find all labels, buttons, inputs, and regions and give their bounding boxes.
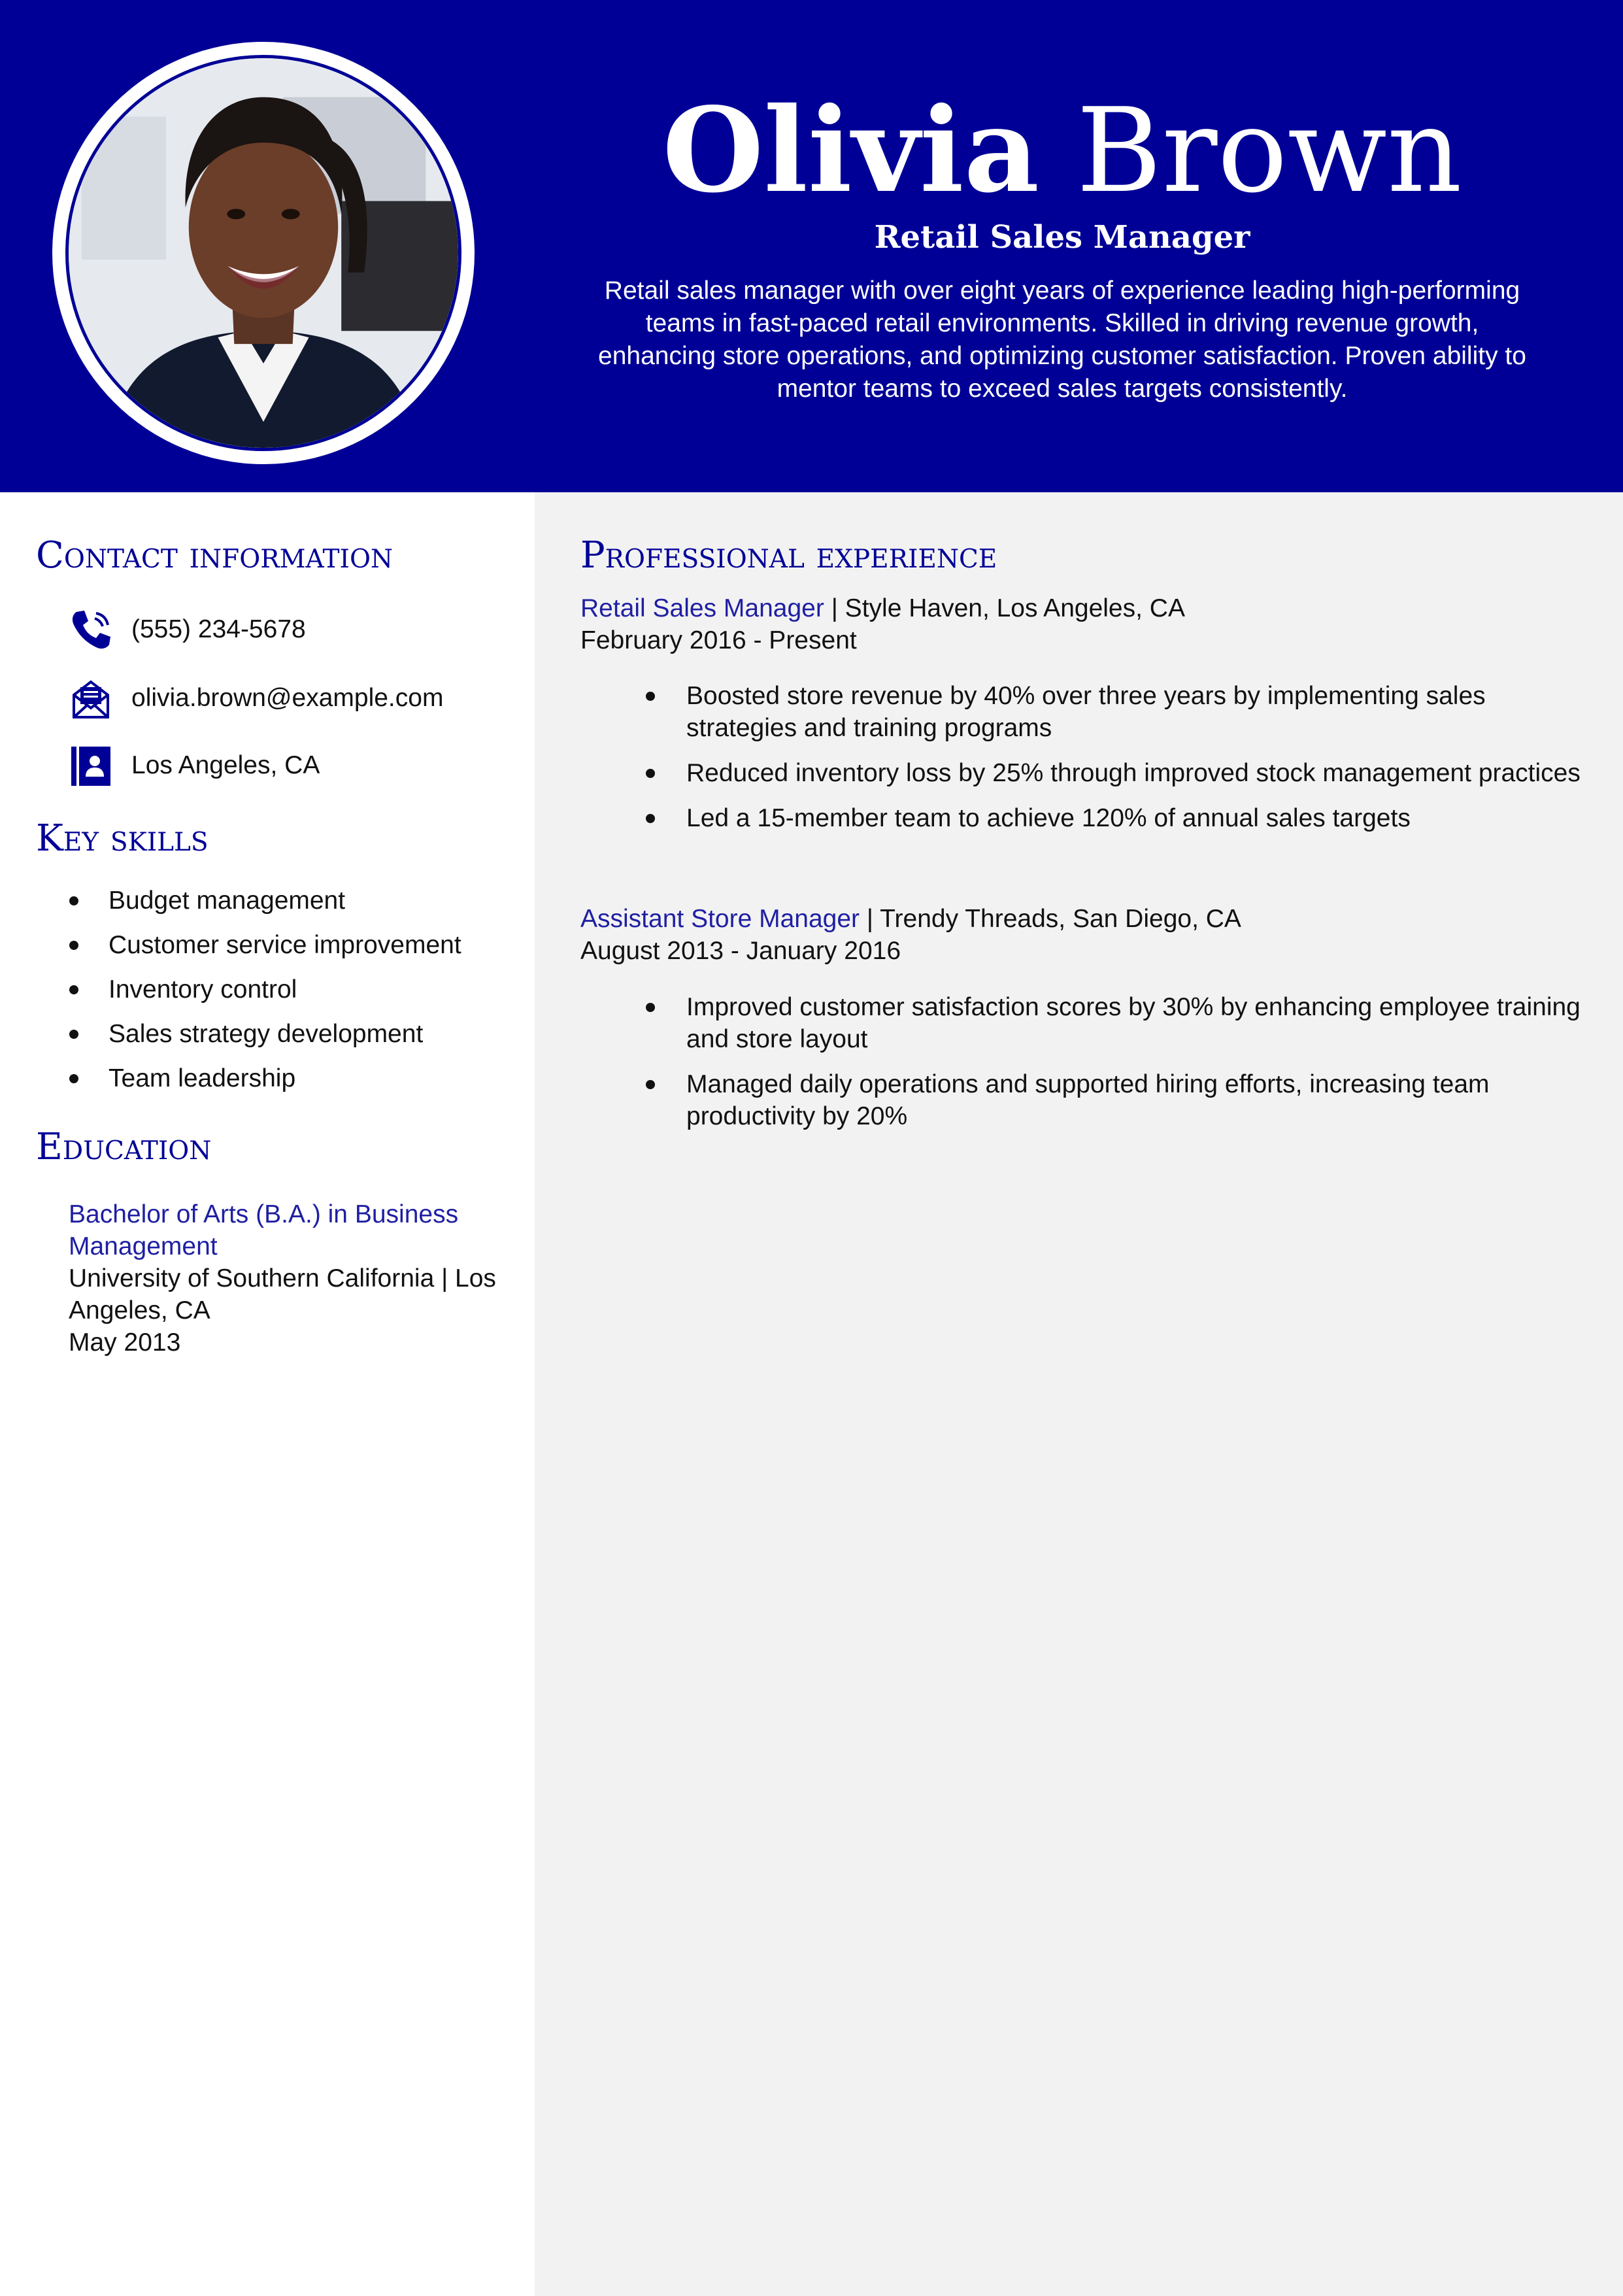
school: University of Southern California | Los Angeles, CA [69, 1264, 496, 1325]
header-banner [0, 0, 1623, 492]
skills-section-title: Key skills [36, 817, 209, 860]
job-title: Retail Sales Manager [874, 219, 1250, 256]
list-item: Managed daily operations and supported hiring efforts, increasing team productivity by 20% [580, 1068, 1581, 1132]
list-item: Budget management [36, 885, 520, 917]
first-name: Olivia [662, 82, 1040, 218]
list-item: Customer service improvement [36, 929, 520, 961]
job-role: Retail Sales Manager [580, 594, 824, 622]
list-item: Led a 15-member team to achieve 120% of annual sales targets [580, 802, 1581, 834]
experience-section-title: Professional experience [580, 534, 997, 577]
job-company: | Style Haven, Los Angeles, CA [824, 594, 1185, 622]
job-company: | Trendy Threads, San Diego, CA [860, 905, 1241, 933]
candidate-name [575, 82, 1549, 220]
profile-photo [65, 55, 461, 451]
mail-icon [67, 675, 114, 722]
job-heading [580, 592, 1185, 624]
contact-section-title: Contact information [36, 534, 393, 577]
job-heading [580, 903, 1241, 935]
email-address: olivia.brown@example.com [131, 684, 444, 712]
education-entry [69, 1198, 526, 1359]
job-role: Assistant Store Manager [580, 905, 860, 933]
list-item: Reduced inventory loss by 25% through improved stock management practices [580, 757, 1581, 789]
list-item: Boosted store revenue by 40% over three years by implementing sales strategies and training programs [580, 680, 1581, 744]
last-name: Brown [1076, 83, 1462, 218]
skills-list [36, 885, 520, 1107]
profile-summary: Retail sales manager with over eight years of experience leading high-performing teams in fast-paced retail environments. Skilled in driving revenue growth, enhancing store operations, and optimizing customer satisfaction. Proven ability to mentor teams to exceed sales targets consistently. [598, 277, 1526, 403]
phone-icon [67, 607, 114, 654]
list-item: Team leadership [36, 1062, 520, 1094]
job-dates: August 2013 - January 2016 [580, 937, 901, 965]
degree: Bachelor of Arts (B.A.) in Business Management [69, 1200, 459, 1260]
education-date: May 2013 [69, 1328, 181, 1357]
address-book-icon [67, 743, 114, 790]
job-dates: February 2016 - Present [580, 626, 857, 654]
phone-number: (555) 234-5678 [131, 615, 306, 643]
list-item: Improved customer satisfaction scores by 30% by enhancing employee training and store layout [580, 991, 1581, 1055]
list-item: Inventory control [36, 973, 520, 1005]
list-item: Sales strategy development [36, 1018, 520, 1050]
profile-photo-frame [52, 42, 475, 464]
education-section-title: Education [36, 1126, 212, 1168]
job-achievements [580, 680, 1581, 847]
job-achievements [580, 991, 1581, 1145]
location: Los Angeles, CA [131, 751, 320, 779]
